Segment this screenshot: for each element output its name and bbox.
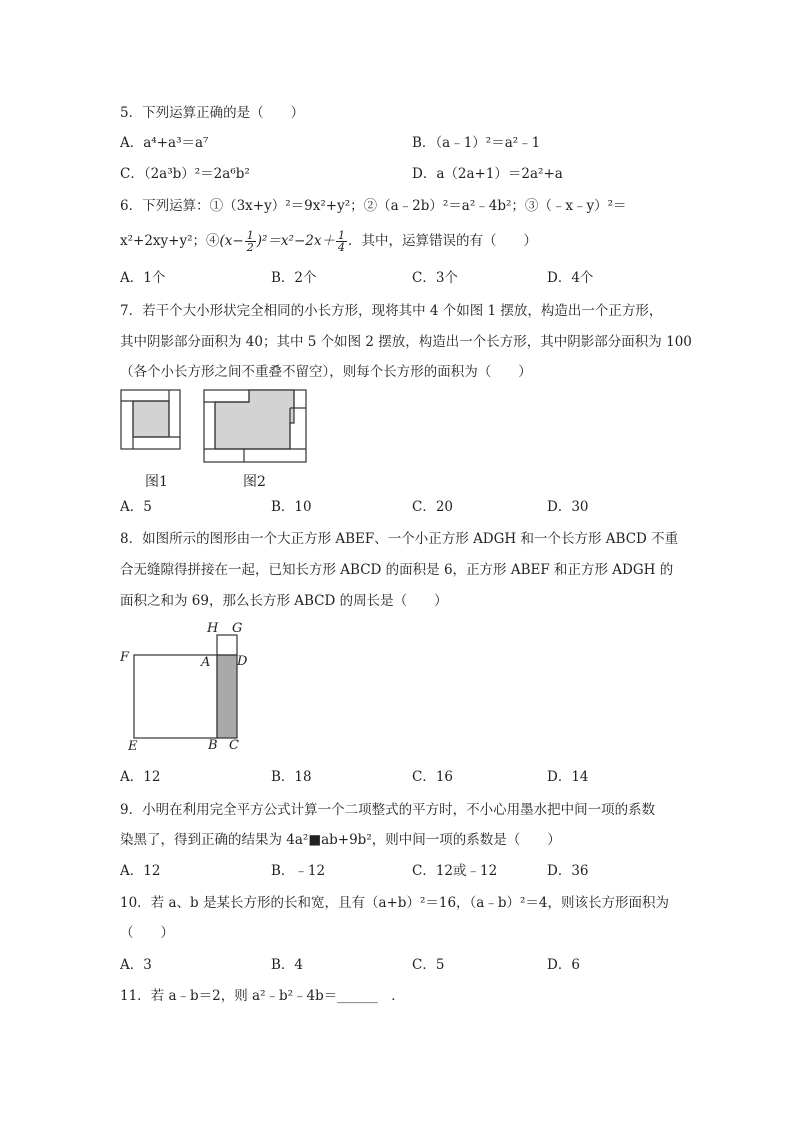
q6-line2-a: x²+2xy+y²；④ bbox=[120, 233, 220, 249]
q6-option-c: C．3个 bbox=[412, 270, 458, 286]
q7-option-b: B．10 bbox=[271, 499, 312, 515]
label-d: D bbox=[237, 654, 248, 669]
question-6-stem-line2 bbox=[120, 230, 537, 253]
question-9-stem-line2: 染黑了，得到正确的结果为 4a²■ab+9b²，则中间一项的系数是（ ） bbox=[120, 832, 561, 848]
q7-figures bbox=[118, 386, 313, 466]
q9-option-c: C．12或﹣12 bbox=[412, 863, 498, 879]
figure-1-caption: 图1 bbox=[145, 474, 168, 490]
q9-option-d: D．36 bbox=[547, 863, 589, 879]
q6-option-b: B．2个 bbox=[271, 270, 317, 286]
q5-option-c: C．（2a³b）²＝2a⁶b² bbox=[120, 166, 250, 182]
q8-option-d: D．14 bbox=[547, 769, 589, 785]
label-h: H bbox=[207, 621, 219, 636]
label-c: C bbox=[229, 738, 239, 753]
q10-option-a: A．3 bbox=[120, 957, 152, 973]
q8-option-a: A．12 bbox=[120, 769, 161, 785]
q6-line2-b: ．其中，运算错误的有（ ） bbox=[347, 233, 537, 249]
q8-figure bbox=[120, 620, 260, 740]
q10-option-b: B．4 bbox=[271, 957, 304, 973]
q9-option-a: A．12 bbox=[120, 863, 161, 879]
q5-option-d: D．a（2a+1）＝2a²+a bbox=[412, 166, 563, 182]
question-5-stem: 5．下列运算正确的是（ ） bbox=[120, 105, 305, 121]
q6-formula-4: (x− $\frac{1}{2}$ )²＝x²−2x＋ $\frac{1}{4}$ bbox=[219, 229, 345, 254]
question-7-stem-line1: 7．若干个大小形状完全相同的小长方形，现将其中 4 个如图 1 摆放，构造出一个正方形， bbox=[120, 303, 663, 319]
label-b: B bbox=[208, 738, 218, 753]
square-adgh bbox=[217, 635, 237, 655]
fraction-quarter: $\frac{1}{4}$ bbox=[337, 229, 345, 254]
question-11-stem: 11．若 a﹣b＝2，则 a²﹣b²﹣4b＝______ ． bbox=[120, 988, 405, 1004]
question-6-stem-line1: 6．下列运算：①（3x+y）²＝9x²+y²；②（a﹣2b）²＝a²﹣4b²；③（﹣x﹣y）²＝ bbox=[120, 198, 627, 214]
q6-option-d: D．4个 bbox=[547, 270, 594, 286]
q9-option-b: B．﹣12 bbox=[271, 863, 326, 879]
rectangle-abcd bbox=[217, 655, 237, 738]
question-9-stem-line1: 9．小明在利用完全平方公式计算一个二项整式的平方时，不小心用墨水把中间一项的系数 bbox=[120, 802, 656, 818]
q5-option-b: B．（a﹣1）²＝a²﹣1 bbox=[412, 135, 541, 151]
q10-option-c: C．5 bbox=[412, 957, 445, 973]
q10-option-d: D．6 bbox=[547, 957, 580, 973]
question-8-stem-line3: 面积之和为 69，那么长方形 ABCD 的周长是（ ） bbox=[120, 593, 448, 609]
q7-option-a: A．5 bbox=[120, 499, 152, 515]
q8-option-c: C．16 bbox=[412, 769, 454, 785]
q6-option-a: A．1个 bbox=[120, 270, 166, 286]
figure-2 bbox=[204, 390, 306, 462]
label-e: E bbox=[128, 739, 138, 754]
question-10-stem-line2: （ ） bbox=[120, 925, 174, 941]
q5-option-a: A．a⁴+a³＝a⁷ bbox=[120, 135, 209, 151]
fraction-half: $\frac{1}{2}$ bbox=[246, 229, 254, 254]
question-7-stem-line2: 其中阴影部分面积为 40；其中 5 个如图 2 摆放，构造出一个长方形，其中阴影部分面积为 100 bbox=[120, 334, 692, 350]
question-10-stem-line1: 10．若 a、b 是某长方形的长和宽，且有（a+b）²＝16，（a﹣b）²＝4，则该长方形面积为 bbox=[120, 895, 669, 911]
figure-2-caption: 图2 bbox=[243, 474, 266, 490]
question-8-stem-line2: 合无缝隙得拼接在一起，已知长方形 ABCD 的面积是 6，正方形 ABEF 和正方形 ADGH 的 bbox=[120, 562, 674, 578]
q7-option-c: C．20 bbox=[412, 499, 454, 515]
question-8-stem-line1: 8．如图所示的图形由一个大正方形 ABEF、一个小正方形 ADGH 和一个长方形 ABCD 不重 bbox=[120, 531, 679, 547]
label-f: F bbox=[120, 650, 130, 665]
q7-option-d: D．30 bbox=[547, 499, 589, 515]
question-7-stem-line3: （各个小长方形之间不重叠不留空），则每个长方形的面积为（ ） bbox=[120, 364, 532, 380]
figure-1 bbox=[121, 390, 180, 449]
label-g: G bbox=[232, 621, 243, 636]
q8-option-b: B．18 bbox=[271, 769, 312, 785]
label-a: A bbox=[201, 655, 211, 670]
